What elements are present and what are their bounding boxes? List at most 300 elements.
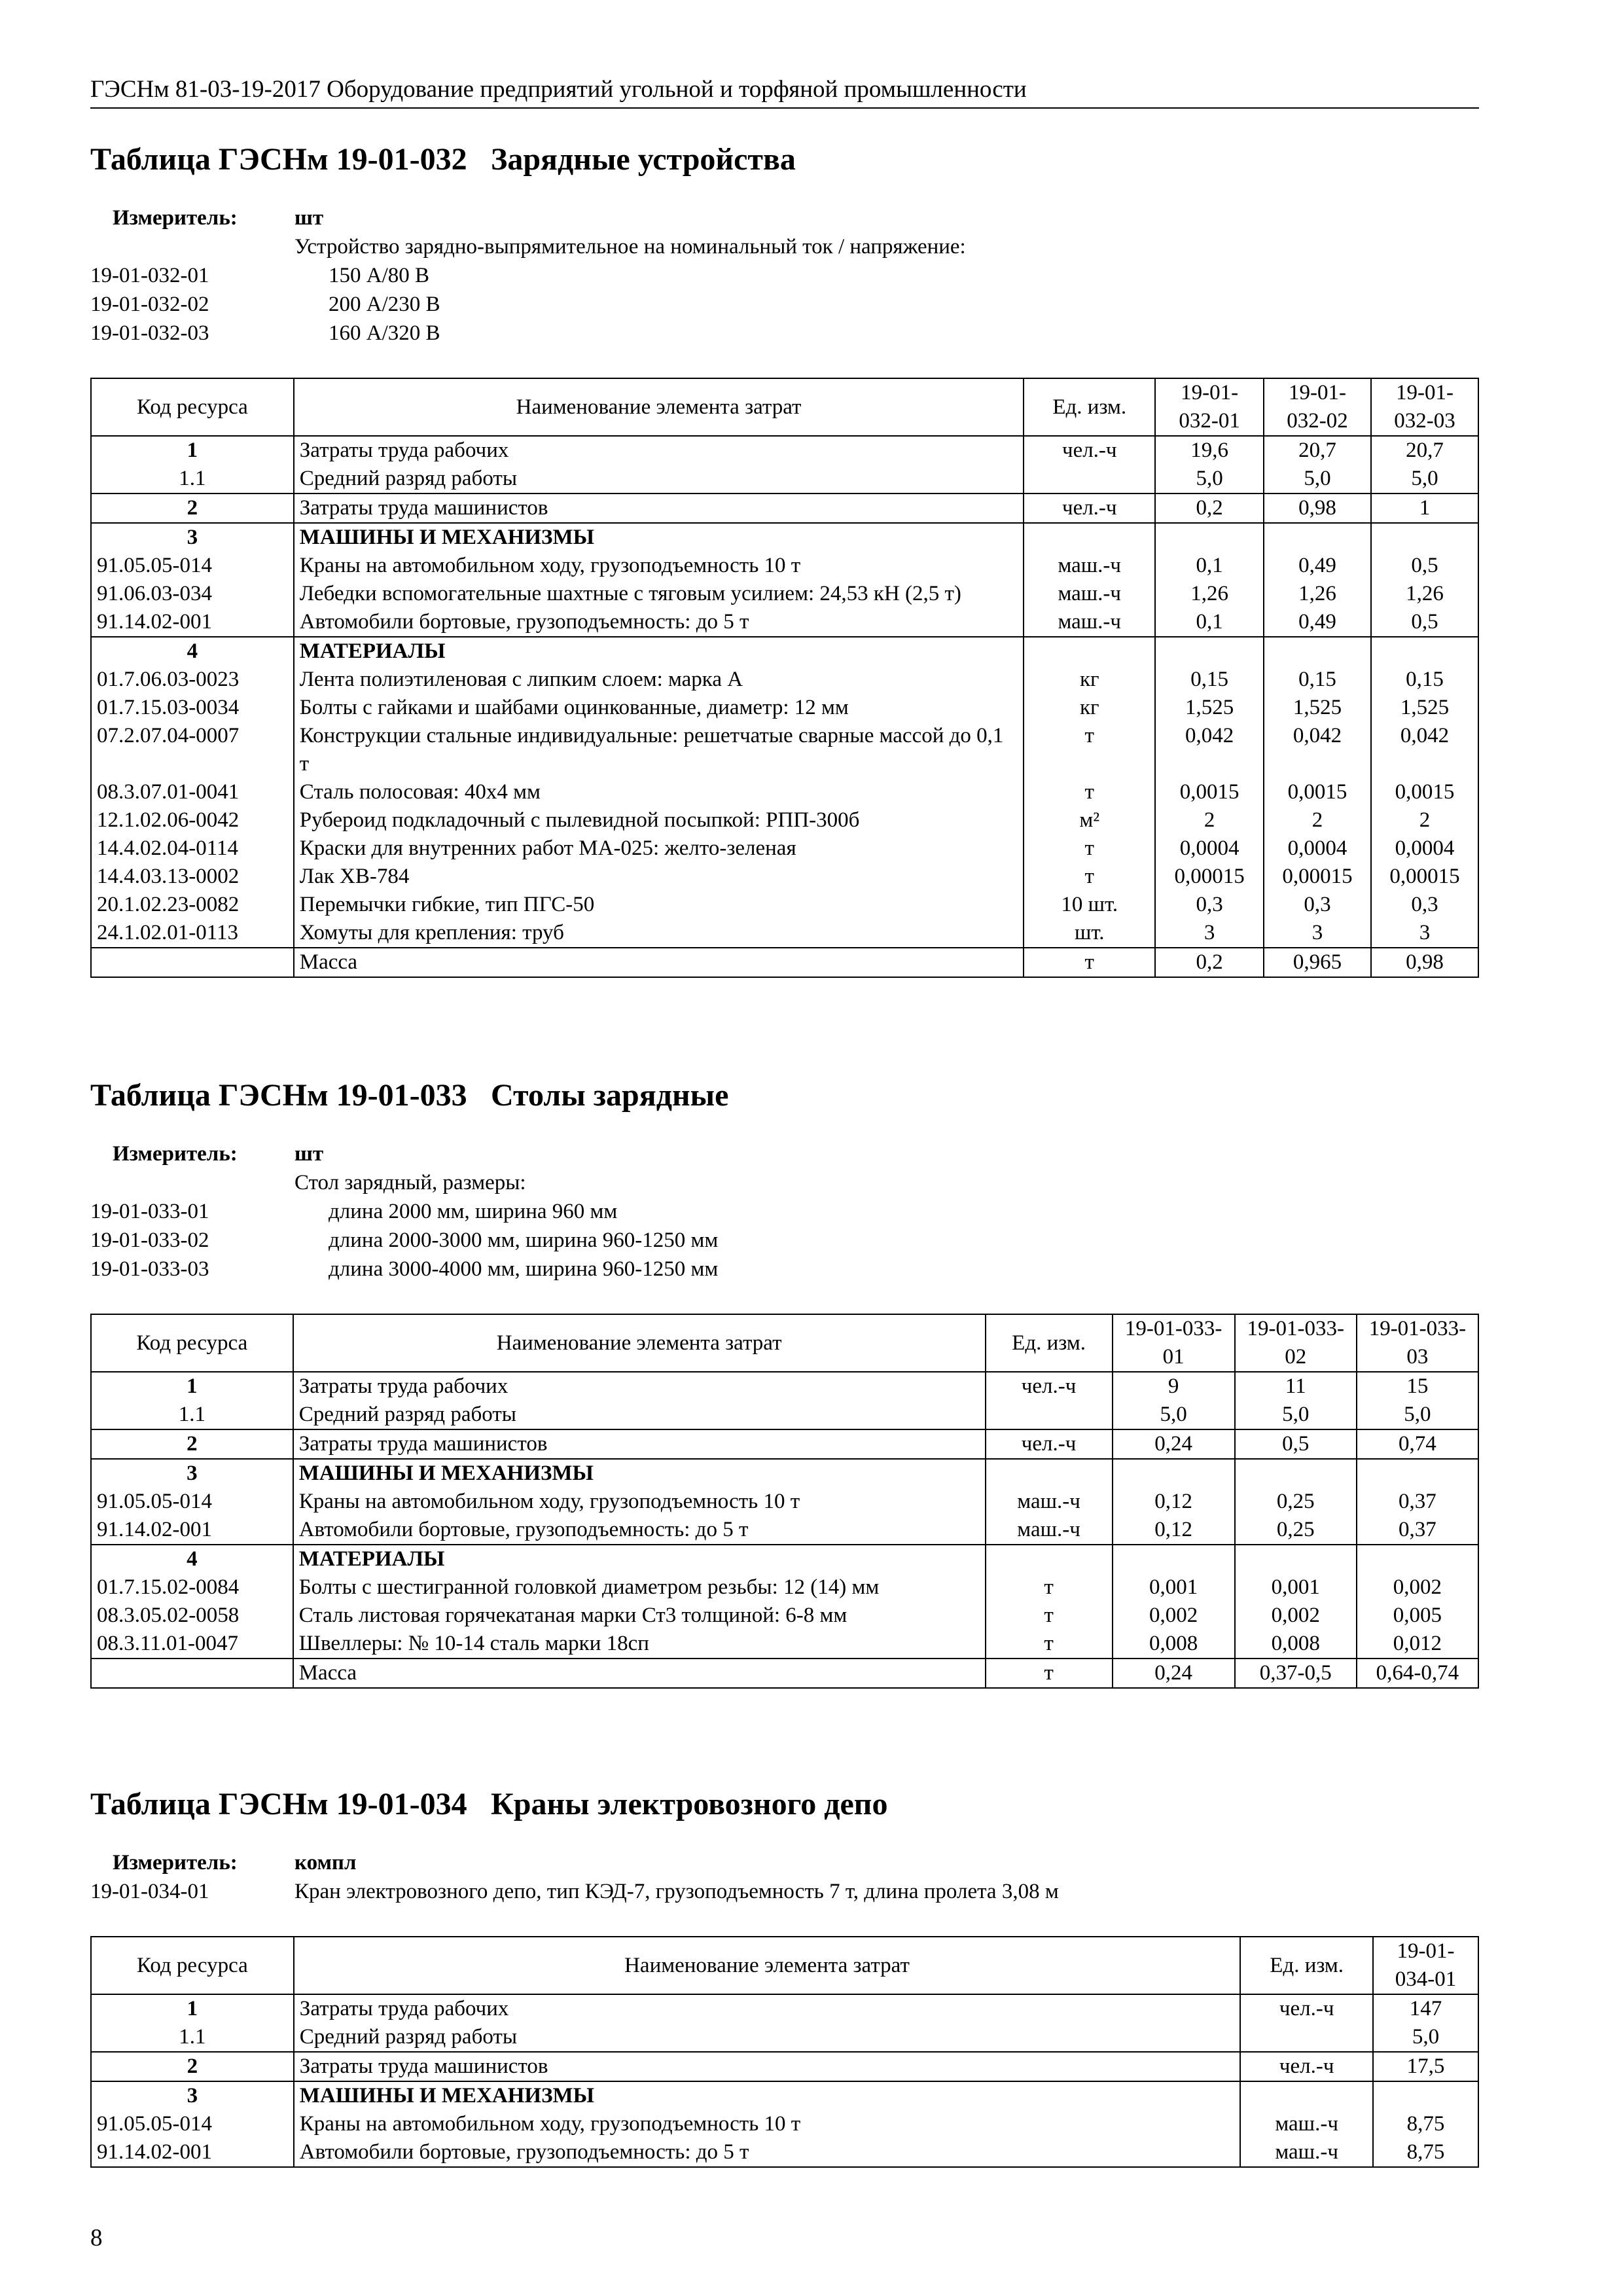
cell-value <box>1113 1459 1235 1488</box>
table-row <box>91 637 1478 666</box>
table-row <box>91 2052 1478 2081</box>
cell-unit: т <box>1024 948 1155 977</box>
cell-value: 15 <box>1357 1372 1478 1401</box>
cell-value: 5,0 <box>1235 1401 1357 1429</box>
cell-value <box>1235 1545 1357 1573</box>
cell-code: 14.4.03.13-0002 <box>91 863 294 891</box>
cell-code: 91.05.05-014 <box>91 1488 293 1516</box>
cell-value <box>1357 1459 1478 1488</box>
cell-value: 1,525 <box>1371 694 1478 722</box>
cell-value <box>1357 1545 1478 1573</box>
cell-value: 0,002 <box>1113 1602 1235 1630</box>
cell-name: Средний разряд работы <box>293 1401 986 1429</box>
header-col-1: 19-01-032-01 <box>1155 378 1264 436</box>
variant-text: длина 3000-4000 мм, ширина 960-1250 мм <box>329 1257 719 1281</box>
cell-value: 0,5 <box>1371 552 1478 580</box>
measure-block <box>90 204 1479 348</box>
cell-value: 1,26 <box>1155 580 1264 608</box>
variant-row <box>90 261 1479 290</box>
cell-code: 01.7.15.02-0084 <box>91 1573 293 1602</box>
cell-value: 0,0015 <box>1155 778 1264 806</box>
cell-value <box>1155 523 1264 552</box>
header-code: Код ресурса <box>91 378 294 436</box>
cell-unit: маш.-ч <box>1024 608 1155 637</box>
cell-value: 0,24 <box>1113 1429 1235 1459</box>
cell-unit: т <box>1024 834 1155 863</box>
cell-name: Затраты труда рабочих <box>294 436 1024 465</box>
section-19-01-032 <box>90 141 1479 978</box>
cell-code <box>91 1659 293 1688</box>
cell-unit: чел.-ч <box>1240 2052 1373 2081</box>
cell-code: 01.7.06.03-0023 <box>91 666 294 694</box>
cell-value: 0,37-0,5 <box>1235 1659 1357 1688</box>
cell-value: 17,5 <box>1373 2052 1478 2081</box>
cell-value: 0,25 <box>1235 1488 1357 1516</box>
cell-unit <box>1024 637 1155 666</box>
cell-value: 9 <box>1113 1372 1235 1401</box>
table-row <box>91 1488 1478 1516</box>
cell-name: Масса <box>294 948 1024 977</box>
table-row <box>91 436 1478 465</box>
variant-row <box>90 1226 1479 1255</box>
cell-name: Затраты труда рабочих <box>294 1994 1240 2023</box>
cell-name: Масса <box>293 1659 986 1688</box>
cell-unit: маш.-ч <box>986 1488 1113 1516</box>
cell-unit: т <box>1024 778 1155 806</box>
cell-value: 0,0004 <box>1155 834 1264 863</box>
table-code: Таблица ГЭСНм 19-01-032 <box>90 142 467 177</box>
cell-unit: чел.-ч <box>986 1429 1113 1459</box>
table-row <box>91 2023 1478 2052</box>
table-row <box>91 1573 1478 1602</box>
running-header: ГЭСНм 81-03-19-2017 Оборудование предприятий угольной и торфяной промышленности <box>90 73 1479 109</box>
cell-unit: т <box>1024 863 1155 891</box>
cell-value: 0,0015 <box>1371 778 1478 806</box>
header-unit: Ед. изм. <box>986 1314 1113 1372</box>
cell-value: 0,012 <box>1357 1630 1478 1659</box>
cell-unit: т <box>986 1602 1113 1630</box>
cell-value: 0,2 <box>1155 493 1264 523</box>
cell-value <box>1264 523 1371 552</box>
cell-code: 20.1.02.23-0082 <box>91 891 294 919</box>
cell-unit: чел.-ч <box>986 1372 1113 1401</box>
variant-code: 19-01-033-03 <box>90 1257 209 1281</box>
cell-value: 0,15 <box>1371 666 1478 694</box>
table-header-row <box>91 1314 1478 1372</box>
table-row <box>91 2138 1478 2167</box>
table-row <box>91 1429 1478 1459</box>
variant-text: длина 2000-3000 мм, ширина 960-1250 мм <box>329 1229 719 1252</box>
variant-row <box>90 1197 1479 1226</box>
cell-value: 5,0 <box>1371 465 1478 493</box>
measure-block <box>90 1139 1479 1283</box>
cell-code <box>91 948 294 977</box>
table-row <box>91 919 1478 948</box>
cell-value: 0,15 <box>1264 666 1371 694</box>
table-name: Краны электровозного депо <box>491 1787 888 1821</box>
section-19-01-034 <box>90 1785 1479 2168</box>
table-row <box>91 834 1478 863</box>
variant-text: длина 2000 мм, ширина 960 мм <box>329 1200 618 1223</box>
cell-unit: т <box>986 1630 1113 1659</box>
cell-name: Сталь листовая горячекатаная марки Ст3 толщиной: 6-8 мм <box>293 1602 986 1630</box>
cell-code: 07.2.07.04-0007 <box>91 722 294 778</box>
resource-table <box>90 1936 1479 2168</box>
cell-code: 4 <box>91 1545 293 1573</box>
header-col-2: 19-01-032-02 <box>1264 378 1371 436</box>
cell-name: Краны на автомобильном ходу, грузоподъемность 10 т <box>294 2110 1240 2138</box>
variant-code: 19-01-032-01 <box>90 264 209 287</box>
page-number: 8 <box>90 2225 103 2251</box>
cell-name: Болты с шестигранной головкой диаметром резьбы: 12 (14) мм <box>293 1573 986 1602</box>
cell-code: 91.14.02-001 <box>91 1516 293 1545</box>
cell-unit <box>1024 465 1155 493</box>
cell-name: Затраты труда машинистов <box>294 493 1024 523</box>
table-name: Столы зарядные <box>491 1078 729 1113</box>
cell-code: 2 <box>91 493 294 523</box>
header-name: Наименование элемента затрат <box>294 378 1024 436</box>
cell-name: Болты с гайками и шайбами оцинкованные, диаметр: 12 мм <box>294 694 1024 722</box>
cell-code: 1.1 <box>91 1401 293 1429</box>
cell-name: Затраты труда рабочих <box>293 1372 986 1401</box>
cell-code: 3 <box>91 523 294 552</box>
cell-value: 0,042 <box>1264 722 1371 778</box>
cell-value: 0,12 <box>1113 1488 1235 1516</box>
cell-unit: чел.-ч <box>1240 1994 1373 2023</box>
cell-code: 2 <box>91 1429 293 1459</box>
cell-value <box>1264 637 1371 666</box>
table-row <box>91 1659 1478 1688</box>
cell-unit: т <box>1024 722 1155 778</box>
cell-value: 0,25 <box>1235 1516 1357 1545</box>
cell-value: 0,008 <box>1235 1630 1357 1659</box>
cell-value: 20,7 <box>1371 436 1478 465</box>
cell-value: 1,525 <box>1155 694 1264 722</box>
measure-description: Устройство зарядно-выпрямительное на номинальный ток / напряжение: <box>294 235 966 259</box>
cell-name: Лента полиэтиленовая с липким слоем: марка А <box>294 666 1024 694</box>
cell-unit <box>986 1459 1113 1488</box>
cell-value: 0,0004 <box>1371 834 1478 863</box>
cell-value: 3 <box>1371 919 1478 948</box>
variant-row <box>90 1255 1479 1283</box>
cell-value: 1,525 <box>1264 694 1371 722</box>
section-19-01-033 <box>90 1077 1479 1689</box>
table-row <box>91 694 1478 722</box>
cell-name: МАТЕРИАЛЫ <box>293 1545 986 1573</box>
header-col-2: 19-01-033-02 <box>1235 1314 1357 1372</box>
table-header-row <box>91 1937 1478 1994</box>
cell-unit: т <box>986 1573 1113 1602</box>
cell-code: 24.1.02.01-0113 <box>91 919 294 948</box>
table-row <box>91 1401 1478 1429</box>
table-header-row <box>91 378 1478 436</box>
variant-row <box>90 319 1479 348</box>
cell-name: Автомобили бортовые, грузоподъемность: до 5 т <box>294 2138 1240 2167</box>
cell-unit: маш.-ч <box>1240 2138 1373 2167</box>
header-unit: Ед. изм. <box>1024 378 1155 436</box>
cell-value: 0,001 <box>1235 1573 1357 1602</box>
table-row <box>91 666 1478 694</box>
cell-value: 0,042 <box>1371 722 1478 778</box>
cell-value: 0,37 <box>1357 1488 1478 1516</box>
cell-value: 0,002 <box>1357 1573 1478 1602</box>
table-code: Таблица ГЭСНм 19-01-033 <box>90 1078 467 1113</box>
cell-value: 2 <box>1155 806 1264 834</box>
cell-name: МАТЕРИАЛЫ <box>294 637 1024 666</box>
table-row <box>91 1372 1478 1401</box>
cell-unit: кг <box>1024 666 1155 694</box>
table-row <box>91 552 1478 580</box>
cell-name: Краски для внутренних работ МА-025: желто-зеленая <box>294 834 1024 863</box>
cell-value: 0,24 <box>1113 1659 1235 1688</box>
table-row <box>91 2081 1478 2110</box>
cell-value: 0,002 <box>1235 1602 1357 1630</box>
cell-value: 0,98 <box>1264 493 1371 523</box>
cell-value: 0,0004 <box>1264 834 1371 863</box>
cell-name: Лак ХВ-784 <box>294 863 1024 891</box>
cell-value: 5,0 <box>1357 1401 1478 1429</box>
measure-unit: шт <box>294 206 324 230</box>
variant-text: 150 А/80 В <box>329 264 430 287</box>
header-name: Наименование элемента затрат <box>294 1937 1240 1994</box>
cell-name: Сталь полосовая: 40х4 мм <box>294 778 1024 806</box>
table-row <box>91 863 1478 891</box>
variant-row <box>90 1877 1479 1906</box>
cell-code: 4 <box>91 637 294 666</box>
table-row <box>91 806 1478 834</box>
cell-value: 11 <box>1235 1372 1357 1401</box>
header-unit: Ед. изм. <box>1240 1937 1373 1994</box>
measure-description: Стол зарядный, размеры: <box>294 1171 526 1194</box>
cell-value: 0,3 <box>1264 891 1371 919</box>
cell-unit <box>1240 2023 1373 2052</box>
cell-value <box>1235 1459 1357 1488</box>
section-title <box>90 1077 1479 1115</box>
measure-label: Измеритель: <box>113 1851 238 1874</box>
cell-name: Средний разряд работы <box>294 2023 1240 2052</box>
cell-unit: 10 шт. <box>1024 891 1155 919</box>
table-row <box>91 948 1478 977</box>
cell-value: 0,64-0,74 <box>1357 1659 1478 1688</box>
cell-code: 91.06.03-034 <box>91 580 294 608</box>
variant-code: 19-01-032-02 <box>90 293 209 316</box>
table-row <box>91 523 1478 552</box>
cell-unit: м² <box>1024 806 1155 834</box>
cell-name: Лебедки вспомогательные шахтные с тяговым усилием: 24,53 кН (2,5 т) <box>294 580 1024 608</box>
cell-unit: маш.-ч <box>1024 552 1155 580</box>
cell-value: 0,98 <box>1371 948 1478 977</box>
cell-code: 91.14.02-001 <box>91 608 294 637</box>
table-row <box>91 891 1478 919</box>
cell-value: 20,7 <box>1264 436 1371 465</box>
table-name: Зарядные устройства <box>491 142 796 177</box>
section-title <box>90 1785 1479 1823</box>
cell-value: 1 <box>1371 493 1478 523</box>
cell-name: Конструкции стальные индивидуальные: решетчатые сварные массой до 0,1 т <box>294 722 1024 778</box>
cell-value: 5,0 <box>1113 1401 1235 1429</box>
cell-code: 91.05.05-014 <box>91 552 294 580</box>
measure-block <box>90 1848 1479 1906</box>
variant-code: 19-01-034-01 <box>90 1880 209 1903</box>
cell-name: Швеллеры: № 10-14 сталь марки 18сп <box>293 1630 986 1659</box>
header-code: Код ресурса <box>91 1937 294 1994</box>
cell-value: 8,75 <box>1373 2110 1478 2138</box>
table-row <box>91 1545 1478 1573</box>
cell-unit <box>1240 2081 1373 2110</box>
variant-code: 19-01-032-03 <box>90 321 209 345</box>
header-col-1: 19-01-033-01 <box>1113 1314 1235 1372</box>
table-row <box>91 722 1478 778</box>
cell-code: 12.1.02.06-0042 <box>91 806 294 834</box>
measure-label: Измеритель: <box>113 1142 238 1166</box>
measure-unit: шт <box>294 1142 324 1166</box>
cell-value: 5,0 <box>1264 465 1371 493</box>
cell-name: Затраты труда машинистов <box>294 2052 1240 2081</box>
cell-name: МАШИНЫ И МЕХАНИЗМЫ <box>294 523 1024 552</box>
cell-value: 0,37 <box>1357 1516 1478 1545</box>
resource-table <box>90 1314 1479 1689</box>
cell-value: 0,15 <box>1155 666 1264 694</box>
cell-name: Перемычки гибкие, тип ПГС-50 <box>294 891 1024 919</box>
cell-code: 3 <box>91 1459 293 1488</box>
table-code: Таблица ГЭСНм 19-01-034 <box>90 1787 467 1821</box>
cell-value: 0,00015 <box>1155 863 1264 891</box>
cell-value: 0,49 <box>1264 608 1371 637</box>
cell-unit <box>986 1545 1113 1573</box>
table-row <box>91 580 1478 608</box>
measure-unit: компл <box>294 1851 357 1874</box>
cell-unit: кг <box>1024 694 1155 722</box>
cell-name: МАШИНЫ И МЕХАНИЗМЫ <box>293 1459 986 1488</box>
cell-value: 0,5 <box>1371 608 1478 637</box>
cell-unit <box>986 1401 1113 1429</box>
cell-value: 1,26 <box>1371 580 1478 608</box>
cell-value: 5,0 <box>1373 2023 1478 2052</box>
table-row <box>91 1602 1478 1630</box>
variant-text: Кран электровозного депо, тип КЭД-7, грузоподъемность 7 т, длина пролета 3,08 м <box>294 1880 1059 1903</box>
cell-name: Средний разряд работы <box>294 465 1024 493</box>
cell-code: 08.3.05.02-0058 <box>91 1602 293 1630</box>
cell-name: МАШИНЫ И МЕХАНИЗМЫ <box>294 2081 1240 2110</box>
variant-code: 19-01-033-01 <box>90 1200 209 1223</box>
cell-value: 19,6 <box>1155 436 1264 465</box>
header-col-3: 19-01-032-03 <box>1371 378 1478 436</box>
cell-name: Автомобили бортовые, грузоподъемность: до 5 т <box>293 1516 986 1545</box>
variant-row <box>90 290 1479 319</box>
cell-value: 0,49 <box>1264 552 1371 580</box>
cell-value: 0,0015 <box>1264 778 1371 806</box>
cell-value: 0,00015 <box>1264 863 1371 891</box>
cell-value: 5,0 <box>1155 465 1264 493</box>
cell-value: 0,001 <box>1113 1573 1235 1602</box>
cell-unit: шт. <box>1024 919 1155 948</box>
cell-code: 1 <box>91 436 294 465</box>
cell-code: 01.7.15.03-0034 <box>91 694 294 722</box>
cell-unit <box>1024 523 1155 552</box>
cell-value: 0,74 <box>1357 1429 1478 1459</box>
cell-name: Краны на автомобильном ходу, грузоподъемность 10 т <box>294 552 1024 580</box>
cell-unit: маш.-ч <box>1240 2110 1373 2138</box>
cell-unit: т <box>986 1659 1113 1688</box>
table-row <box>91 493 1478 523</box>
table-row <box>91 1630 1478 1659</box>
cell-value: 3 <box>1264 919 1371 948</box>
cell-unit: чел.-ч <box>1024 436 1155 465</box>
cell-name: Затраты труда машинистов <box>293 1429 986 1459</box>
header-col-1: 19-01-034-01 <box>1373 1937 1478 1994</box>
cell-value: 0,12 <box>1113 1516 1235 1545</box>
cell-value <box>1373 2081 1478 2110</box>
section-title <box>90 141 1479 179</box>
cell-code: 08.3.07.01-0041 <box>91 778 294 806</box>
cell-value: 8,75 <box>1373 2138 1478 2167</box>
cell-value: 147 <box>1373 1994 1478 2023</box>
table-row <box>91 1516 1478 1545</box>
cell-code: 2 <box>91 2052 294 2081</box>
cell-name: Автомобили бортовые, грузоподъемность: до 5 т <box>294 608 1024 637</box>
cell-value <box>1371 523 1478 552</box>
cell-value <box>1155 637 1264 666</box>
header-code: Код ресурса <box>91 1314 293 1372</box>
cell-code: 1 <box>91 1994 294 2023</box>
resource-table <box>90 378 1479 978</box>
cell-code: 91.14.02-001 <box>91 2138 294 2167</box>
cell-value: 0,3 <box>1371 891 1478 919</box>
cell-name: Рубероид подкладочный с пылевидной посыпкой: РПП-300б <box>294 806 1024 834</box>
cell-code: 08.3.11.01-0047 <box>91 1630 293 1659</box>
cell-value: 1,26 <box>1264 580 1371 608</box>
cell-code: 14.4.02.04-0114 <box>91 834 294 863</box>
table-row <box>91 1994 1478 2023</box>
variant-text: 200 А/230 В <box>329 293 440 316</box>
cell-name: Хомуты для крепления: труб <box>294 919 1024 948</box>
cell-value: 0,005 <box>1357 1602 1478 1630</box>
variant-text: 160 А/320 В <box>329 321 440 345</box>
cell-code: 91.05.05-014 <box>91 2110 294 2138</box>
cell-code: 1.1 <box>91 465 294 493</box>
cell-value: 0,008 <box>1113 1630 1235 1659</box>
cell-code: 3 <box>91 2081 294 2110</box>
header-col-3: 19-01-033-03 <box>1357 1314 1478 1372</box>
cell-value: 0,00015 <box>1371 863 1478 891</box>
cell-value: 2 <box>1371 806 1478 834</box>
variant-code: 19-01-033-02 <box>90 1229 209 1252</box>
measure-label: Измеритель: <box>113 206 238 230</box>
table-row <box>91 465 1478 493</box>
cell-value: 0,042 <box>1155 722 1264 778</box>
table-row <box>91 608 1478 637</box>
cell-unit: маш.-ч <box>986 1516 1113 1545</box>
cell-value: 2 <box>1264 806 1371 834</box>
cell-code: 1 <box>91 1372 293 1401</box>
cell-code: 1.1 <box>91 2023 294 2052</box>
table-row <box>91 778 1478 806</box>
header-name: Наименование элемента затрат <box>293 1314 986 1372</box>
cell-value: 0,2 <box>1155 948 1264 977</box>
cell-unit: маш.-ч <box>1024 580 1155 608</box>
cell-value: 0,1 <box>1155 552 1264 580</box>
cell-value <box>1113 1545 1235 1573</box>
cell-value: 3 <box>1155 919 1264 948</box>
cell-value: 0,3 <box>1155 891 1264 919</box>
table-row <box>91 2110 1478 2138</box>
cell-value <box>1371 637 1478 666</box>
table-row <box>91 1459 1478 1488</box>
cell-value: 0,1 <box>1155 608 1264 637</box>
cell-value: 0,965 <box>1264 948 1371 977</box>
cell-unit: чел.-ч <box>1024 493 1155 523</box>
cell-name: Краны на автомобильном ходу, грузоподъемность 10 т <box>293 1488 986 1516</box>
